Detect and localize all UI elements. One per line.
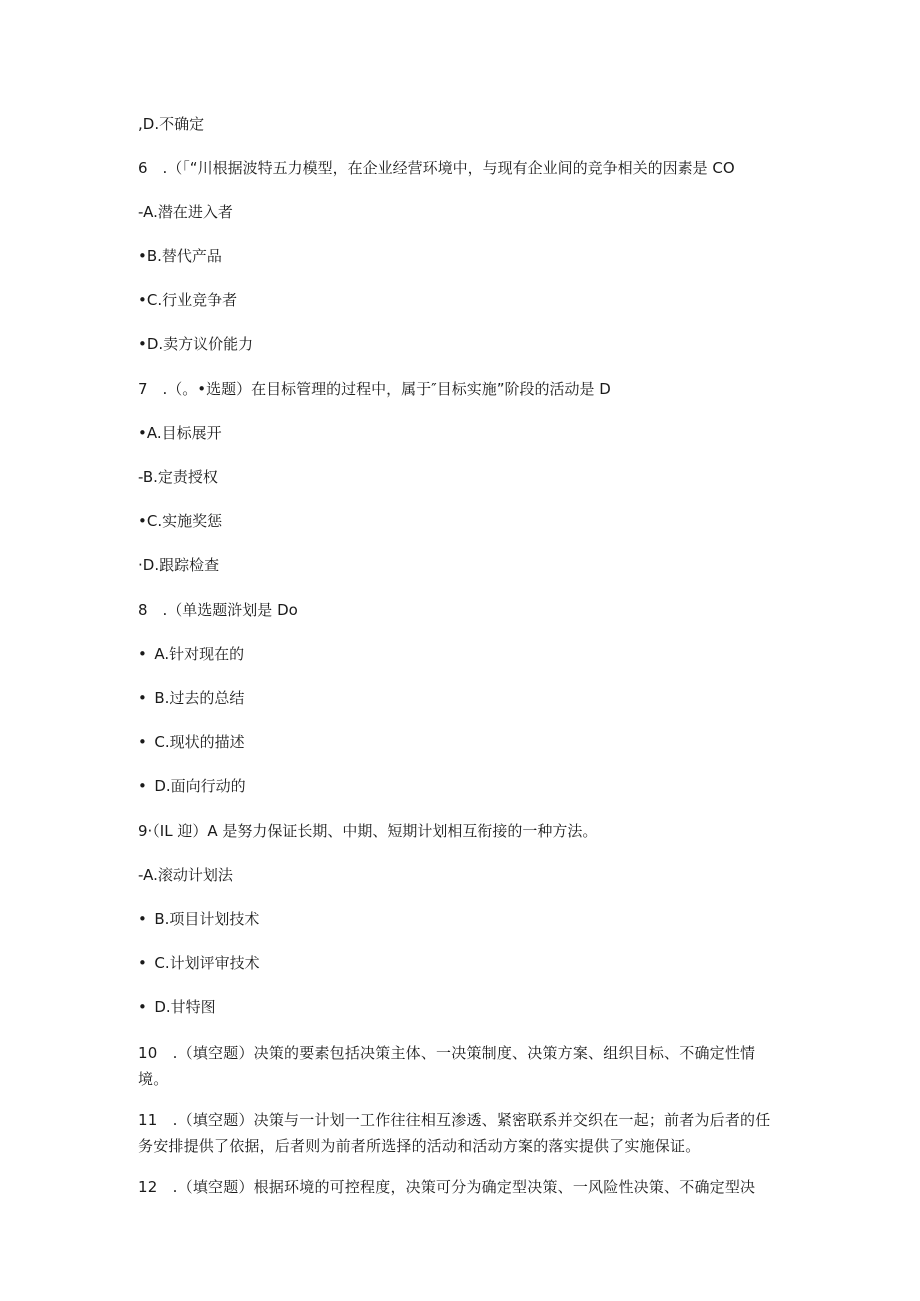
question-11: 11 .（填空题）决策与一计划一工作往往相互渗透、紧密联系并交织在一起；前者为后者的任务安排提供了依据，后者则为前者所选择的活动和活动方案的落实提供了实施保证。: [138, 1111, 771, 1155]
question-7-option-d: ·D.跟踪检查: [138, 556, 220, 574]
question-7: 7 .（。•选题）在目标管理的过程中，属于″目标实施”阶段的活动是 D: [138, 380, 611, 398]
question-6-option-b: •B.替代产品: [138, 247, 222, 265]
question-6: 6 .（「“川根据波特五力模型，在企业经营环境中，与现有企业间的竞争相关的因素是 CO: [138, 159, 735, 177]
question-9: 9·（IL 迎）A 是努力保证长期、中期、短期计划相互衔接的一种方法。: [138, 822, 598, 840]
question-8-option-c: • C.现状的描述: [138, 733, 245, 751]
question-7-option-c: •C.实施奖惩: [138, 512, 223, 530]
question-6-option-d: •D.卖方议价能力: [138, 335, 254, 353]
question-8-option-a: • A.针对现在的: [138, 645, 245, 663]
question-6-option-a: -A.潜在进入者: [138, 203, 233, 221]
question-7-option-a: •A.目标展开: [138, 424, 222, 442]
question-7-option-b: -B.定责授权: [138, 468, 218, 486]
question-10: 10 .（填空题）决策的要素包括决策主体、一决策制度、决策方案、组织目标、不确定性情境。: [138, 1044, 756, 1088]
question-8-option-b: • B.过去的总结: [138, 689, 245, 707]
option-d-line: ,D.不确定: [138, 115, 205, 133]
question-8: 8 .（单选题浒划是 Do: [138, 601, 298, 619]
question-8-option-d: • D.面向行动的: [138, 777, 246, 795]
question-12: 12 .（填空题）根据环境的可控程度，决策可分为确定型决策、一风险性决策、不确定型决: [138, 1178, 756, 1196]
question-6-option-c: •C.行业竞争者: [138, 291, 238, 309]
question-9-option-b: • B.项目计划技术: [138, 910, 260, 928]
question-9-option-d: • D.甘特图: [138, 998, 216, 1016]
question-9-option-a: -A.滚动计划法: [138, 866, 233, 884]
question-9-option-c: • C.计划评审技术: [138, 954, 260, 972]
